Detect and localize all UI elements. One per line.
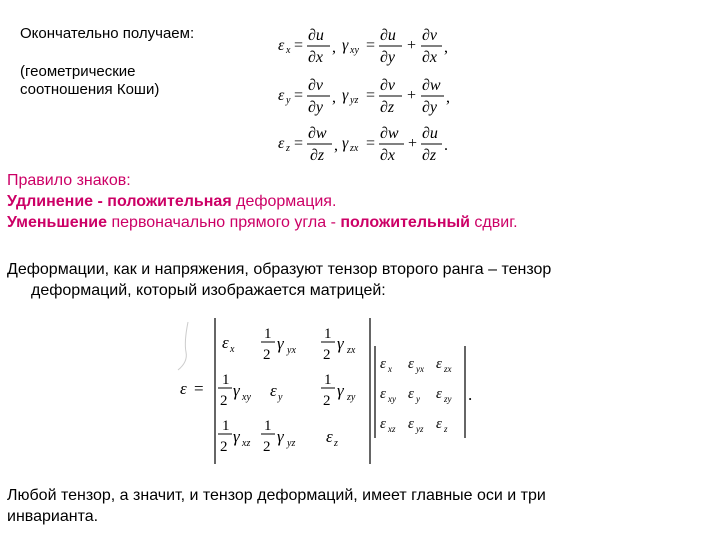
svg-text:y: y: [278, 392, 283, 403]
svg-text:yx: yx: [287, 345, 296, 356]
svg-text:xy: xy: [242, 392, 251, 403]
svg-text:ε: ε: [408, 416, 414, 432]
svg-text:=: =: [366, 87, 376, 104]
svg-text:ε: ε: [180, 379, 187, 398]
sign-rule: [7, 170, 518, 233]
svg-text:ε: ε: [380, 356, 386, 372]
svg-text:∂w: ∂w: [380, 125, 399, 142]
svg-text:∂x: ∂x: [308, 49, 324, 66]
svg-text:ε: ε: [278, 37, 285, 54]
svg-text:1: 1: [264, 418, 272, 434]
svg-text:γ: γ: [337, 381, 344, 400]
finally-label: Окончательно получаем:: [20, 25, 195, 42]
svg-text:2: 2: [323, 393, 331, 409]
svg-text:yz: yz: [287, 438, 296, 449]
svg-text:∂y: ∂y: [380, 49, 396, 66]
cauchy-row-y: [278, 77, 450, 116]
sign-rule-line1-rest: деформация.: [231, 193, 337, 210]
svg-text:1: 1: [264, 326, 272, 342]
svg-text:∂u: ∂u: [308, 27, 324, 44]
svg-text:2: 2: [220, 439, 228, 455]
svg-text:γ: γ: [277, 427, 284, 446]
svg-text:zy: zy: [444, 394, 452, 404]
svg-text:ε: ε: [278, 135, 285, 152]
svg-text:ε: ε: [278, 87, 285, 104]
svg-text:ε: ε: [380, 386, 386, 402]
svg-text:2: 2: [263, 347, 271, 363]
svg-text:=: =: [366, 37, 376, 54]
svg-text:γ: γ: [342, 135, 349, 152]
sign-rule-line2-end: сдвиг.: [469, 214, 518, 231]
svg-text:2: 2: [323, 347, 331, 363]
conclusion-paragraph: [7, 485, 712, 527]
svg-text:=: =: [294, 135, 304, 152]
svg-text:∂w: ∂w: [308, 125, 327, 142]
svg-text:ε: ε: [436, 416, 442, 432]
svg-text:y: y: [286, 95, 291, 106]
svg-text:ε: ε: [222, 333, 229, 352]
svg-text:1: 1: [324, 372, 332, 388]
svg-text:yz: yz: [416, 424, 424, 434]
svg-text:1: 1: [222, 418, 230, 434]
svg-text:zx: zx: [347, 345, 356, 356]
svg-text:.: .: [468, 385, 473, 404]
svg-text:ε: ε: [270, 381, 277, 400]
svg-text:+: +: [407, 37, 417, 54]
sign-rule-elongation: Удлинение - положительная: [7, 193, 232, 210]
svg-text:∂u: ∂u: [422, 125, 438, 142]
svg-text:z: z: [444, 424, 448, 434]
cauchy-note: [20, 63, 159, 99]
svg-text:=: =: [294, 87, 304, 104]
svg-text:∂y: ∂y: [308, 99, 324, 116]
svg-text:zx: zx: [444, 364, 452, 374]
svg-text:=: =: [294, 37, 304, 54]
svg-text:γ: γ: [337, 334, 344, 353]
svg-text:zx: zx: [350, 143, 359, 154]
svg-text:∂z: ∂z: [310, 147, 325, 164]
svg-text:∂v: ∂v: [308, 77, 324, 94]
svg-text:zy: zy: [347, 392, 356, 403]
svg-text:,: ,: [446, 89, 450, 106]
conclusion-line1: Любой тензор, а значит, и тензор деформаций, имеет главные оси и три: [7, 487, 546, 504]
svg-text:γ: γ: [233, 427, 240, 446]
tensor-paragraph-line1: Деформации, как и напряжения, образуют тензор второго ранга – тензор: [7, 261, 552, 278]
svg-text:xz: xz: [388, 424, 396, 434]
sign-rule-decrease: Уменьшение: [7, 214, 108, 231]
svg-text:∂z: ∂z: [380, 99, 395, 116]
cauchy-note-line1: (геометрические: [20, 63, 136, 80]
svg-text:.: .: [444, 137, 448, 154]
svg-text:∂y: ∂y: [422, 99, 438, 116]
svg-text:γ: γ: [342, 87, 349, 104]
svg-text:∂v: ∂v: [422, 27, 438, 44]
svg-text:xz: xz: [242, 438, 251, 449]
svg-text:1: 1: [222, 372, 230, 388]
svg-text:ε: ε: [436, 356, 442, 372]
svg-text:xy: xy: [388, 394, 396, 404]
svg-text:2: 2: [263, 439, 271, 455]
svg-text:ε: ε: [436, 386, 442, 402]
svg-text:z: z: [334, 438, 338, 449]
svg-text:,: ,: [332, 39, 336, 56]
svg-text:yx: yx: [416, 364, 424, 374]
svg-text:+: +: [407, 87, 417, 104]
svg-text:x: x: [230, 344, 235, 355]
cauchy-row-x: [278, 27, 448, 66]
svg-text:∂x: ∂x: [422, 49, 438, 66]
svg-text:=: =: [194, 379, 204, 398]
svg-text:1: 1: [324, 326, 332, 342]
cauchy-row-z: [278, 125, 448, 164]
svg-text:∂z: ∂z: [422, 147, 437, 164]
tensor-paragraph: [7, 259, 712, 301]
svg-text:ε: ε: [380, 416, 386, 432]
svg-text:∂u: ∂u: [380, 27, 396, 44]
svg-text:ε: ε: [408, 386, 414, 402]
svg-text:z: z: [286, 143, 290, 154]
svg-text:ε: ε: [326, 427, 333, 446]
svg-text:,: ,: [332, 89, 336, 106]
svg-text:x: x: [286, 45, 291, 56]
svg-text:γ: γ: [342, 37, 349, 54]
svg-text:∂v: ∂v: [380, 77, 396, 94]
svg-text:γ: γ: [233, 381, 240, 400]
svg-text:,: ,: [444, 39, 448, 56]
svg-text:=: =: [366, 135, 376, 152]
svg-text:yz: yz: [350, 95, 359, 106]
cauchy-relations-formula: [270, 22, 470, 170]
svg-text:γ: γ: [277, 334, 284, 353]
svg-text:x: x: [388, 364, 392, 374]
sign-rule-heading: Правило знаков:: [7, 172, 131, 189]
sign-rule-positive: положительный: [340, 214, 470, 231]
svg-text:+: +: [408, 135, 418, 152]
svg-text:∂w: ∂w: [422, 77, 441, 94]
cauchy-note-line2: соотношения Коши): [20, 81, 160, 98]
sign-rule-line2: [7, 212, 518, 233]
conclusion-line2: инварианта.: [7, 508, 99, 525]
svg-text:y: y: [416, 394, 420, 404]
svg-text:2: 2: [220, 393, 228, 409]
sign-rule-line2-mid: первоначально прямого угла -: [107, 214, 341, 231]
svg-text:ε: ε: [408, 356, 414, 372]
sign-rule-line1: [7, 191, 518, 212]
svg-text:∂x: ∂x: [380, 147, 396, 164]
strain-tensor-formula: [160, 312, 490, 472]
svg-text:,: ,: [334, 137, 338, 154]
tensor-paragraph-line2: деформаций, который изображается матрицей:: [31, 282, 386, 299]
svg-text:xy: xy: [350, 45, 359, 56]
